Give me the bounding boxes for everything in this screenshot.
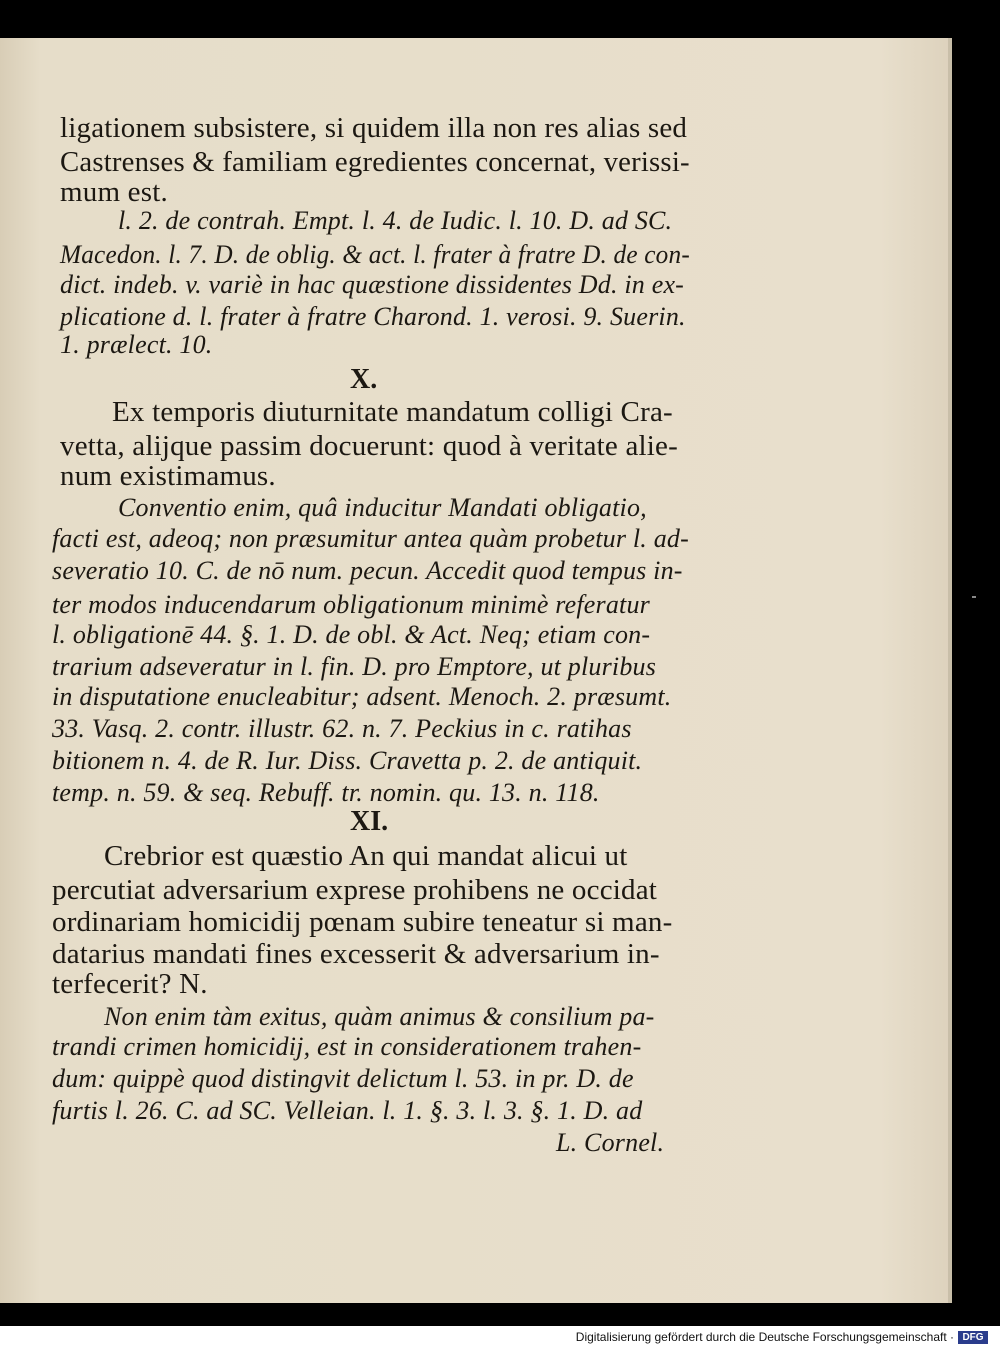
footer-bar: [0, 1326, 1000, 1349]
citation-line: L. Cornel.: [556, 1128, 665, 1157]
citation-line: dum: quippè quod distingvit delictum l. 53. in pr. D. de: [52, 1064, 634, 1093]
citation-line: Macedon. l. 7. D. de oblig. & act. l. frater à fratre D. de con-: [60, 240, 690, 269]
text-line: vetta, alijque passim docuerunt: quod à veritate alie-: [60, 430, 678, 462]
citation-line: l. obligationē 44. §. 1. D. de obl. & Act. Neq; etiam con-: [52, 620, 651, 649]
footer-credit: Digitalisierung gefördert durch die Deutsche Forschungsgemeinschaft ·: [575, 1330, 954, 1344]
text-line: Crebrior est quæstio An qui mandat alicui ut: [104, 840, 628, 872]
text-line: datarius mandati fines excesserit & adversarium in-: [52, 938, 660, 970]
citation-line: furtis l. 26. C. ad SC. Velleian. l. 1. §. 3. l. 3. §. 1. D. ad: [52, 1096, 643, 1125]
text-line: percutiat adversarium exprese prohibens ne occidat: [52, 874, 658, 906]
citation-line: 33. Vasq. 2. contr. illustr. 62. n. 7. Peckius in c. ratihas: [52, 714, 632, 743]
text-line: num existimamus.: [60, 460, 276, 492]
section-heading-x: X.: [350, 364, 378, 395]
text-line: ordinariam homicidij pœnam subire teneatur si man-: [52, 906, 673, 938]
text-line: Ex temporis diuturnitate mandatum colligi Cra-: [112, 396, 673, 428]
section-heading-xi: XI.: [350, 806, 389, 837]
text-line: ligationem subsistere, si quidem illa non res alias sed: [60, 112, 688, 144]
citation-line: bitionem n. 4. de R. Iur. Diss. Cravetta p. 2. de antiquit.: [52, 746, 643, 775]
citation-line: trandi crimen homicidij, est in considerationem trahen-: [52, 1032, 642, 1061]
citation-line: trarium adseveratur in l. fin. D. pro Emptore, ut pluribus: [52, 652, 657, 681]
citation-line: dict. indeb. v. variè in hac quæstione dissidentes Dd. in ex-: [60, 270, 685, 299]
text-line: mum est.: [60, 176, 168, 208]
citation-line: Conventio enim, quâ inducitur Mandati obligatio,: [118, 493, 647, 522]
citation-line: facti est, adeoq; non præsumitur antea quàm probetur l. ad-: [52, 524, 689, 553]
citation-line: Non enim tàm exitus, quàm animus & consilium pa-: [104, 1002, 655, 1031]
citation-line: ter modos inducendarum obligationum minimè referatur: [52, 590, 651, 619]
page-edge: [948, 38, 952, 1303]
text-line: Castrenses & familiam egredientes concernat, verissi-: [60, 146, 690, 178]
citation-line: l. 2. de contrah. Empt. l. 4. de Iudic. l. 10. D. ad SC.: [118, 206, 673, 235]
margin-mark: [972, 596, 976, 598]
citation-line: in disputatione enucleabitur; adsent. Menoch. 2. præsumt.: [52, 682, 672, 711]
citation-line: temp. n. 59. & seq. Rebuff. tr. nomin. qu. 13. n. 118.: [52, 778, 600, 807]
dfg-logo-icon[interactable]: DFG: [958, 1331, 988, 1344]
citation-line: severatio 10. C. de nō num. pecun. Accedit quod tempus in-: [52, 556, 683, 585]
text-line: terfecerit? N.: [52, 968, 208, 1000]
citation-line: 1. prælect. 10.: [60, 330, 213, 359]
citation-line: plicatione d. l. frater à fratre Charond. 1. verosi. 9. Suerin.: [60, 302, 686, 331]
